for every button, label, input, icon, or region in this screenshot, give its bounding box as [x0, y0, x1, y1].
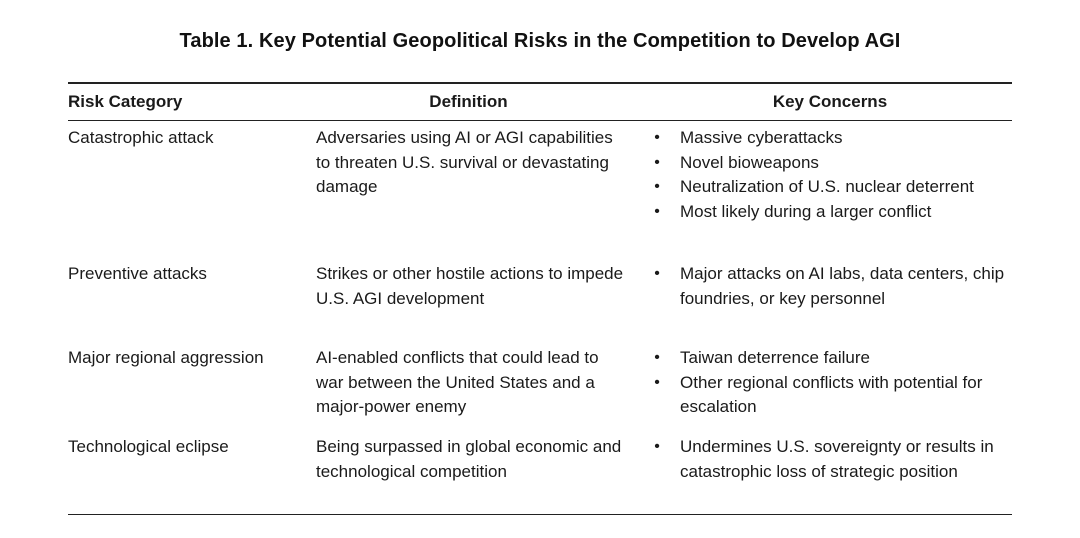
- risk-category-cell: Technological eclipse: [68, 437, 229, 456]
- definition-cell: Adversaries using AI or AGI capabilities to threaten U.S. survival or devastating damage: [316, 128, 613, 196]
- concern-item: [648, 200, 1012, 225]
- header-risk-category: Risk Category: [68, 92, 183, 111]
- bullet-icon: •: [654, 153, 660, 171]
- table-header-row: [68, 92, 1012, 114]
- key-concerns-list: [648, 435, 1012, 484]
- table-title: Table 1. Key Potential Geopolitical Risks in the Competition to Develop AGI: [179, 30, 901, 52]
- concern-item: [648, 435, 1012, 484]
- concern-text: Major attacks on AI labs, data centers, chip foundries, or key personnel: [680, 264, 1005, 308]
- concern-text: Most likely during a larger conflict: [680, 201, 932, 221]
- bullet-icon: •: [654, 349, 660, 366]
- concern-item: [648, 346, 1012, 371]
- definition-cell: Being surpassed in global economic and technological competition: [316, 437, 622, 481]
- risk-category-cell: Catastrophic attack: [68, 128, 214, 147]
- risk-category-cell: Preventive attacks: [68, 264, 207, 283]
- concern-item: [648, 262, 1012, 311]
- bullet-icon: •: [654, 438, 660, 455]
- key-concerns-list: [648, 262, 1012, 311]
- concern-text: Other regional conflicts with potential for escalation: [680, 372, 983, 416]
- header-definition: Definition: [429, 92, 508, 111]
- concern-item: [648, 371, 1012, 420]
- key-concerns-list: [648, 126, 1012, 224]
- table-top-rule: [68, 82, 1012, 84]
- concern-text: Neutralization of U.S. nuclear deterrent: [680, 177, 974, 196]
- table-header-rule: [68, 120, 1012, 121]
- table-bottom-rule: [68, 514, 1012, 515]
- header-key-concerns: Key Concerns: [772, 92, 888, 111]
- concern-item: [648, 175, 1012, 200]
- concern-text: Taiwan deterrence failure: [680, 348, 870, 367]
- key-concerns-list: [648, 346, 1012, 420]
- risk-category-cell: Major regional aggression: [68, 348, 264, 367]
- definition-cell: Strikes or other hostile actions to impede U.S. AGI development: [316, 264, 624, 308]
- concern-text: Massive cyberattacks: [680, 128, 843, 147]
- bullet-icon: •: [654, 129, 660, 146]
- bullet-icon: •: [654, 265, 660, 282]
- concern-item: [648, 151, 1012, 176]
- bullet-icon: •: [654, 202, 660, 220]
- bullet-icon: •: [654, 373, 660, 391]
- concern-text: Undermines U.S. sovereignty or results in catastrophic loss of strategic position: [680, 437, 994, 481]
- concern-text: Novel bioweapons: [680, 152, 819, 172]
- definition-cell: AI-enabled conflicts that could lead to war between the United States and a major-power enemy: [316, 348, 599, 416]
- bullet-icon: •: [654, 178, 660, 195]
- concern-item: [648, 126, 1012, 151]
